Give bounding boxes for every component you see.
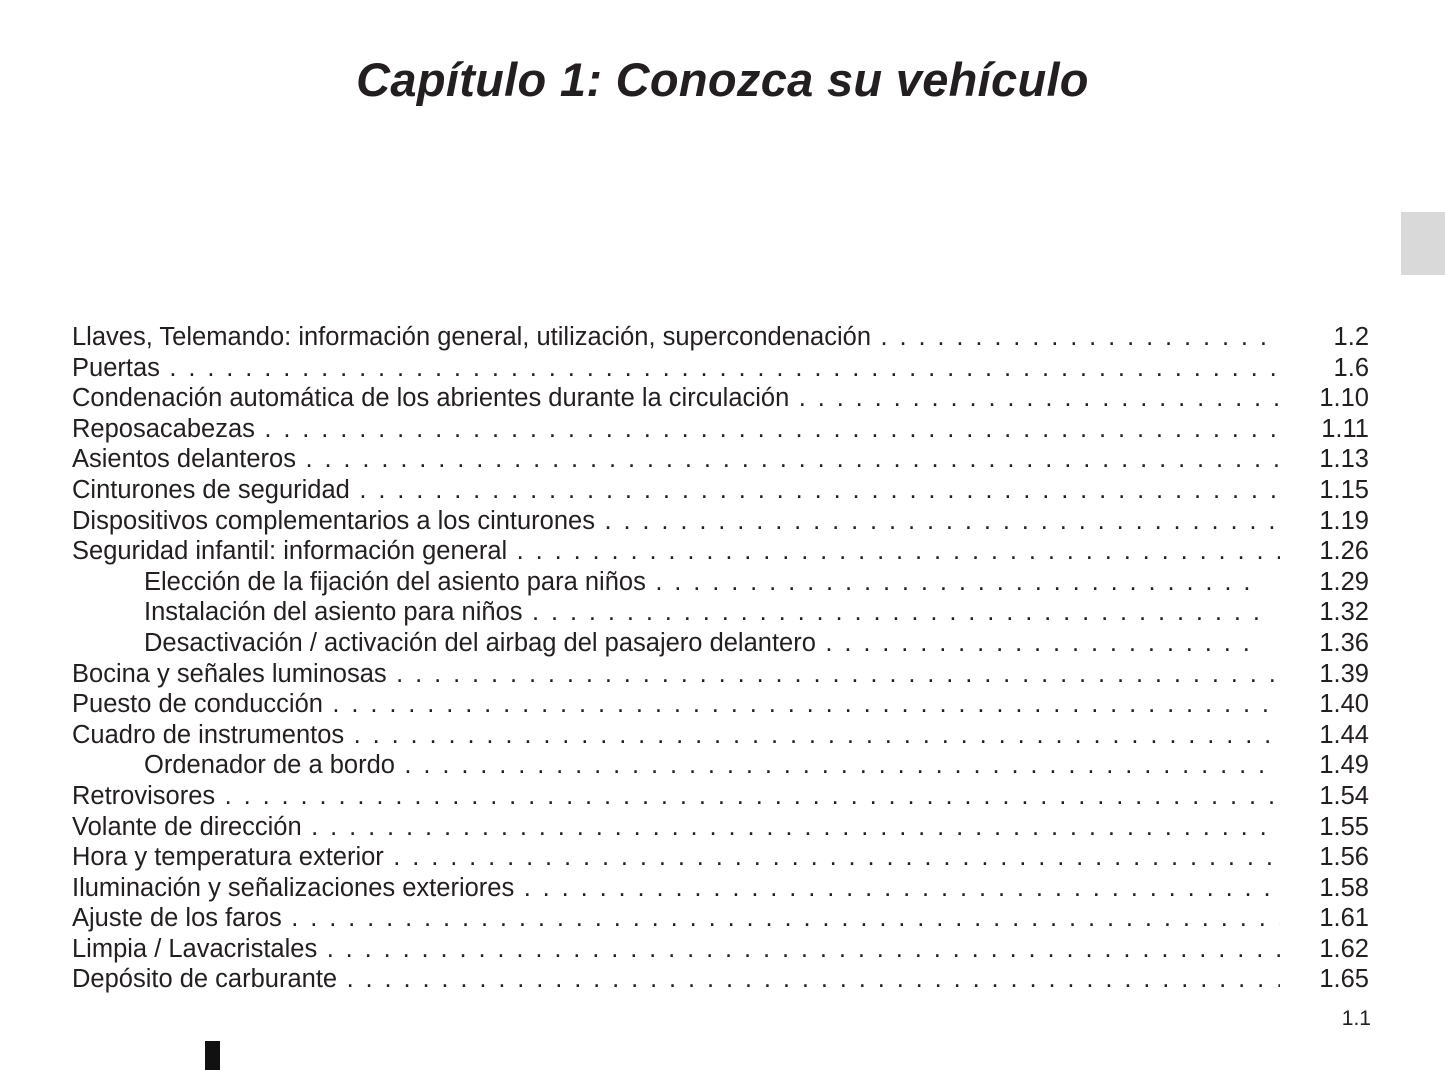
toc-subentry[interactable] (72, 567, 1369, 598)
toc-entry-page: 1.62 (1319, 934, 1369, 963)
toc-entry-title: Seguridad infantil: información general . . . (72, 536, 1280, 567)
toc-entry-title: Llaves, Telemando: información general, utilización, supercondenación . . . (72, 322, 1280, 353)
toc-entry-title: Reposacabezas . . . (72, 414, 1280, 445)
toc-entry-title: Ajuste de los faros . . . (72, 903, 1280, 934)
toc-entry[interactable] (72, 934, 1369, 965)
toc-subentry[interactable] (72, 597, 1369, 628)
toc-entry[interactable] (72, 383, 1369, 414)
toc-entry-title: Retrovisores . . . (72, 781, 1280, 812)
toc-entry[interactable] (72, 659, 1369, 690)
toc-entry-page: 1.6 (1333, 353, 1369, 382)
toc-entry-title: Depósito de carburante . . . (72, 964, 1280, 995)
toc-entry[interactable] (72, 414, 1369, 445)
toc-entry-page: 1.11 (1321, 414, 1369, 443)
toc-entry-page: 1.15 (1319, 475, 1369, 504)
toc-entry-page: 1.39 (1319, 659, 1369, 688)
toc-entry-page: 1.26 (1319, 537, 1369, 566)
toc-entry-title: Desactivación / activación del airbag del pasajero delantero . . . (144, 628, 1264, 659)
toc-entry-title: Condenación automática de los abrientes durante la circulación . . . (72, 383, 1280, 414)
toc-entry[interactable] (72, 689, 1369, 720)
toc-entry-title: Hora y temperatura exterior . . . (72, 842, 1280, 873)
toc-entry-title: Dispositivos complementarios a los cinturones . . . (72, 506, 1280, 537)
toc-entry-title: Instalación del asiento para niños . . . (144, 597, 1264, 628)
toc-entry-title: Bocina y señales luminosas . . . (72, 659, 1280, 690)
toc-entry-page: 1.40 (1319, 690, 1369, 719)
toc-entry-page: 1.56 (1319, 843, 1369, 872)
toc-subentry[interactable] (72, 628, 1369, 659)
toc-entry-page: 1.58 (1319, 873, 1369, 902)
toc-entry-page: 1.54 (1319, 781, 1369, 810)
toc-entry-page: 1.32 (1319, 598, 1369, 627)
toc-entry-page: 1.10 (1319, 384, 1369, 413)
toc-entry-title: Asientos delanteros . . . (72, 444, 1280, 475)
toc-entry-page: 1.29 (1319, 567, 1369, 596)
toc-entry-page: 1.36 (1319, 628, 1369, 657)
toc-entry-page: 1.44 (1319, 720, 1369, 749)
toc-entry-page: 1.2 (1333, 323, 1369, 351)
toc-entry[interactable] (72, 475, 1369, 506)
toc-entry[interactable] (72, 444, 1369, 475)
toc-entry-page: 1.49 (1319, 751, 1369, 780)
toc-entry[interactable] (72, 322, 1369, 353)
toc-entry-title: Volante de dirección . . . (72, 812, 1280, 843)
toc-entry-title: Cinturones de seguridad . . . (72, 475, 1280, 506)
toc-entry-title: Iluminación y señalizaciones exteriores . . . (72, 873, 1280, 904)
toc-entry[interactable] (72, 781, 1369, 812)
table-of-contents (72, 322, 1369, 995)
toc-entry[interactable] (72, 720, 1369, 751)
toc-entry-page: 1.55 (1319, 812, 1369, 841)
toc-entry-title: Puertas . . . (72, 353, 1280, 384)
chapter-title: Capítulo 1: Conozca su vehículo (356, 53, 1089, 107)
toc-entry-page: 1.65 (1319, 965, 1369, 994)
toc-entry-title: Ordenador de a bordo . . . (144, 750, 1264, 781)
toc-entry[interactable] (72, 353, 1369, 384)
toc-entry[interactable] (72, 903, 1369, 934)
page-number: 1.1 (1341, 1007, 1371, 1030)
toc-entry-page: 1.61 (1319, 904, 1369, 933)
toc-entry[interactable] (72, 506, 1369, 537)
toc-entry[interactable] (72, 964, 1369, 995)
toc-entry[interactable] (72, 842, 1369, 873)
toc-entry[interactable] (72, 812, 1369, 843)
corner-bar-marker (205, 1041, 220, 1070)
toc-entry-title: Elección de la fijación del asiento para niños . . . (144, 567, 1264, 598)
toc-entry-page: 1.19 (1319, 506, 1369, 535)
toc-subentry[interactable] (72, 750, 1369, 781)
toc-entry[interactable] (72, 536, 1369, 567)
toc-entry-page: 1.13 (1319, 445, 1369, 474)
chapter-tab-marker (1401, 212, 1445, 275)
toc-entry[interactable] (72, 873, 1369, 904)
toc-entry-title: Puesto de conducción . . . (72, 689, 1280, 720)
toc-entry-title: Cuadro de instrumentos . . . (72, 720, 1280, 751)
toc-entry-title: Limpia / Lavacristales . . . (72, 934, 1280, 965)
